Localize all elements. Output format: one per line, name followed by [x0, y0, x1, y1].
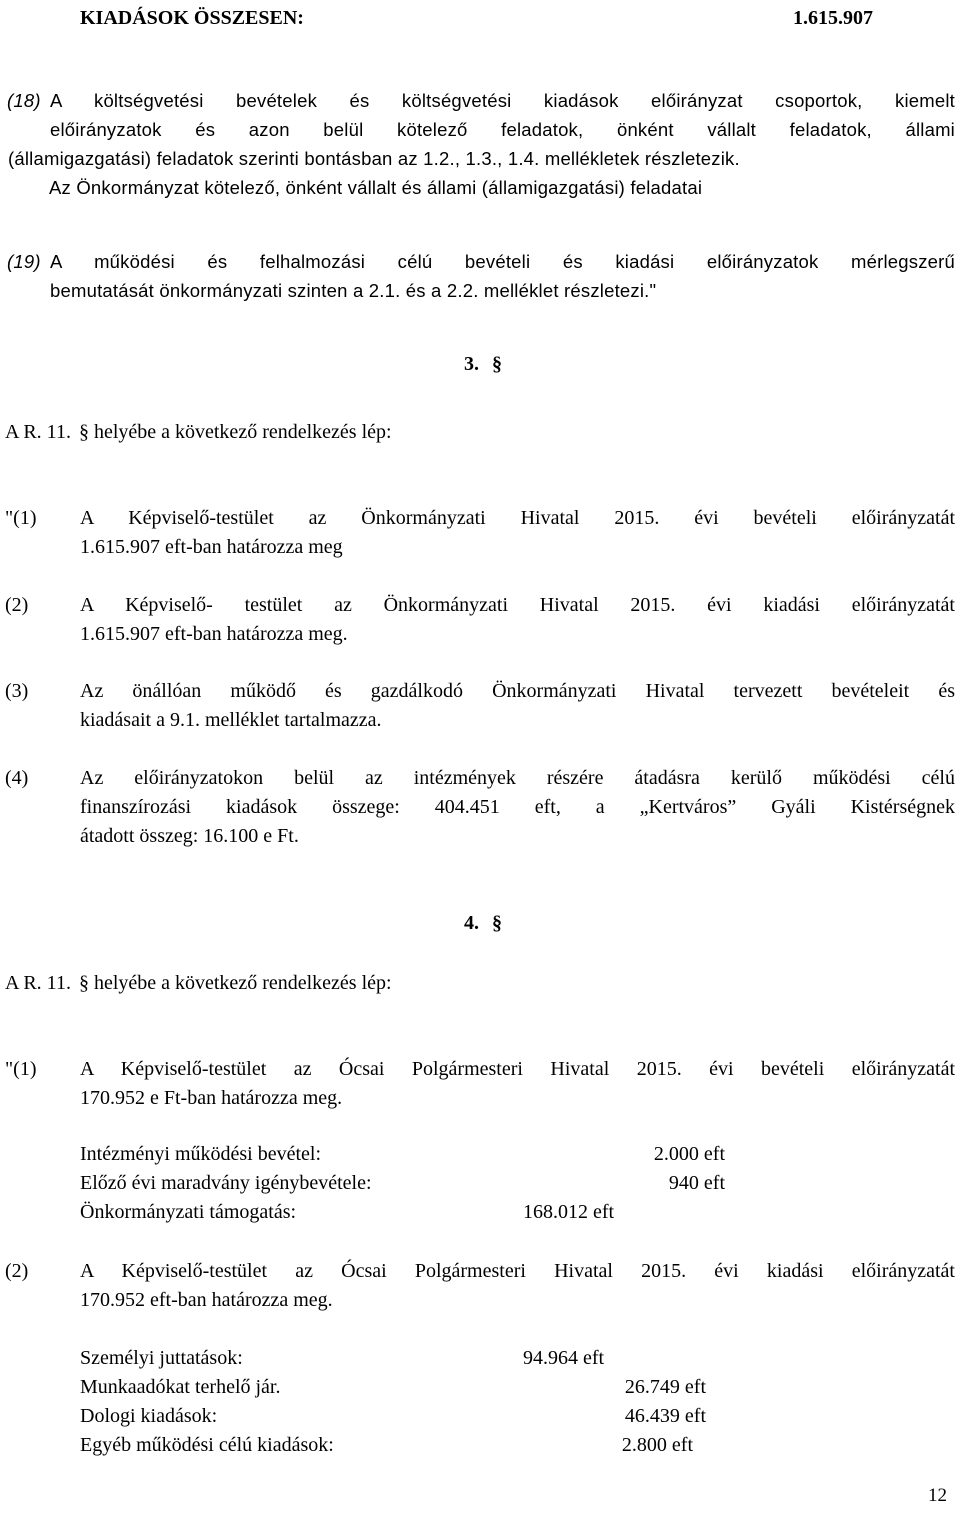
paragraph-19-line-1: A működési és felhalmozási célú bevételi és kiadási előirányzatok mérlegszerű [50, 251, 955, 272]
section-4-item-2 [80, 1257, 955, 1315]
section-4-intro-prefix: A R. 11. [5, 972, 71, 994]
section-3-item-4-line-2: finanszírozási kiadások összege: 404.451 eft, a „Kertváros” Gyáli Kistérségnek [80, 796, 955, 818]
revenue-row-2-value: 940 eft [668, 1172, 725, 1194]
section-4-item-2-line-1: A Képviselő-testület az Ócsai Polgármesteri Hivatal 2015. évi kiadási előirányzatát [80, 1260, 955, 1282]
section-4-intro-suffix: helyébe a következő rendelkezés lép: [93, 972, 392, 994]
section-4-number: 4. [464, 912, 479, 934]
expense-row-3-label: Dologi kiadások: [80, 1405, 218, 1427]
section-3-item-3-line-2: kiadásait a 9.1. melléklet tartalmazza. [80, 709, 382, 731]
paragraph-18 [50, 86, 955, 144]
section-3-item-3-line-1: Az önállóan működő és gazdálkodó Önkormányzati Hivatal tervezett bevételeit és [80, 680, 955, 702]
revenue-row-2-label: Előző évi maradvány igénybevétele: [80, 1172, 372, 1194]
expense-row-4-value: 2.800 eft [621, 1434, 693, 1456]
section-3-item-1-number: "(1) [5, 507, 37, 529]
section-3-item-2-line-2: 1.615.907 eft-ban határozza meg. [80, 623, 348, 645]
section-3-item-3 [80, 677, 955, 735]
summary-value: 1.615.907 [793, 7, 873, 29]
section-3-sign: § [492, 353, 502, 375]
section-3-item-2-line-1: A Képviselő- testület az Önkormányzati Hivatal 2015. évi kiadási előirányzatát [80, 594, 955, 616]
section-3-item-4-number: (4) [5, 767, 29, 789]
section-4-intro [5, 969, 392, 998]
expense-row-1-value: 94.964 eft [523, 1347, 605, 1369]
section-3-item-3-number: (3) [5, 680, 29, 702]
section-3-heading [464, 350, 502, 379]
section-4-item-1 [80, 1055, 955, 1113]
section-3-intro-sign: § [78, 421, 89, 443]
section-4-heading [464, 909, 502, 938]
section-3-item-1-line-2: 1.615.907 eft-ban határozza meg [80, 536, 343, 558]
section-3-item-4 [80, 764, 955, 851]
section-4-item-1-number: "(1) [5, 1058, 37, 1080]
section-3-intro [5, 418, 392, 447]
revenue-row-3-value: 168.012 eft [523, 1201, 615, 1223]
section-4-item-2-number: (2) [5, 1260, 29, 1282]
section-3-item-4-line-3: átadott összeg: 16.100 e Ft. [80, 825, 299, 847]
section-3-intro-prefix: A R. 11. [5, 421, 71, 443]
section-4-item-1-line-2: 170.952 e Ft-ban határozza meg. [80, 1087, 343, 1109]
paragraph-18-line-4: Az Önkormányzat kötelező, önként vállalt és állami (államigazgatási) feladatai [49, 177, 703, 198]
paragraph-19-number: (19) [7, 251, 41, 272]
paragraph-18-cont [8, 144, 955, 202]
expense-row-4-label: Egyéb működési célú kiadások: [80, 1434, 334, 1456]
expense-row-2-label: Munkaadókat terhelő jár. [80, 1376, 281, 1398]
expense-row-1-label: Személyi juttatások: [80, 1347, 243, 1369]
revenue-row-3-label: Önkormányzati támogatás: [80, 1201, 297, 1223]
section-3-intro-suffix: helyébe a következő rendelkezés lép: [93, 421, 392, 443]
section-3-item-4-line-1: Az előirányzatokon belül az intézmények részére átadásra kerülő működési célú [80, 767, 955, 789]
paragraph-18-line-3: (államigazgatási) feladatok szerinti bontásban az 1.2., 1.3., 1.4. mellékletek részletezik. [8, 148, 740, 169]
paragraph-19-line-2: bemutatását önkormányzati szinten a 2.1. és a 2.2. melléklet részletezi." [50, 280, 657, 301]
section-3-number: 3. [464, 353, 479, 375]
paragraph-19 [50, 247, 955, 305]
paragraph-18-line-1: A költségvetési bevételek és költségvetési kiadások előirányzat csoportok, kiemelt [50, 90, 955, 111]
section-4-item-1-line-1: A Képviselő-testület az Ócsai Polgármesteri Hivatal 2015. évi bevételi előirányzatát [80, 1058, 955, 1080]
expense-row-3-value: 46.439 eft [624, 1405, 706, 1427]
paragraph-18-number: (18) [7, 90, 41, 111]
expense-row-2-value: 26.749 eft [624, 1376, 706, 1398]
page-number: 12 [928, 1485, 947, 1506]
section-4-sign: § [492, 912, 502, 934]
section-3-item-2 [80, 591, 955, 649]
section-4-item-2-line-2: 170.952 eft-ban határozza meg. [80, 1289, 333, 1311]
section-3-item-2-number: (2) [5, 594, 29, 616]
revenue-row-1-value: 2.000 eft [653, 1143, 725, 1165]
paragraph-18-line-2: előirányzatok és azon belül kötelező feladatok, önként vállalt feladatok, állami [50, 119, 955, 140]
section-3-item-1 [80, 504, 955, 562]
section-3-item-1-line-1: A Képviselő-testület az Önkormányzati Hivatal 2015. évi bevételi előirányzatát [80, 507, 955, 529]
section-4-intro-sign: § [78, 972, 89, 994]
revenue-row-1-label: Intézményi működési bevétel: [80, 1143, 322, 1165]
summary-label: KIADÁSOK ÖSSZESEN: [80, 7, 304, 29]
